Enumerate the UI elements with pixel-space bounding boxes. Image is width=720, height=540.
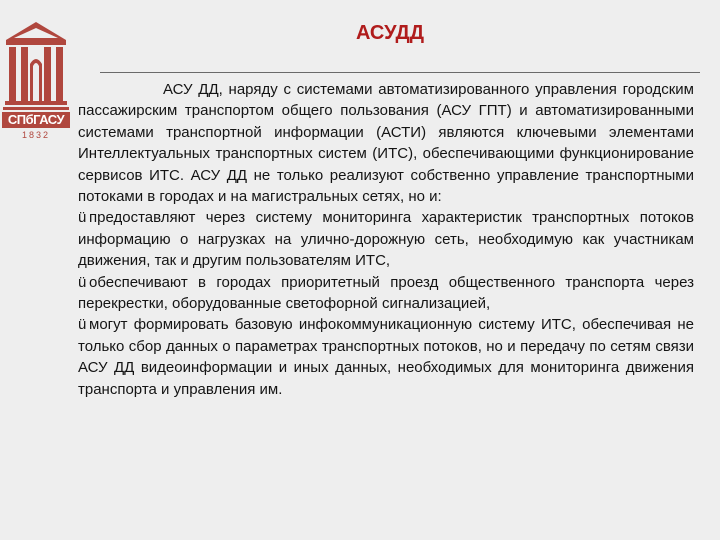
building-emblem-icon: [2, 20, 70, 148]
checkmark-icon: ü: [78, 316, 87, 334]
checkmark-icon: ü: [78, 273, 87, 291]
bullet-text: могут формировать базовую инфокоммуникационную систему ИТС, обеспечивая не только сбор данных о параметрах транспортных потоков, но и передачу по сетям связи АСУ ДД видеоинформации и иных данных, необходимых для мониторинга движения транспорта и управления им.: [78, 316, 694, 398]
slide-body: [78, 79, 694, 400]
university-logo: [2, 20, 70, 148]
intro-paragraph: АСУ ДД, наряду с системами автоматизированного управления городским пассажирским транспортом общего пользования (АСУ ГПТ) и автоматизированными системами транспортной информации (АСТИ) являются ключевыми элементами Интеллектуальных транспортных систем (ИТС), обеспечивающими функционирование сервисов ИТС. АСУ ДД не только реализуют собственно управление транспортными потоками в городах и на магистральных сетях, но и:: [78, 81, 694, 206]
bullet-text: предоставляют через систему мониторинга характеристик транспортных потоков информацию о нагрузках на улично-дорожную сеть, необходимую как участникам движения, так и другим пользователям ИТС,: [78, 209, 694, 270]
title-divider: [100, 72, 700, 73]
logo-year: 1832: [21, 130, 51, 140]
slide-title: АСУДД: [355, 22, 425, 44]
logo-text: СПбГАСУ: [2, 112, 70, 128]
bullet-item: [78, 207, 694, 271]
bullet-text: обеспечивают в городах приоритетный проезд общественного транспорта через перекрестки, оборудованные светофорной сигнализацией,: [78, 273, 694, 313]
bullet-item: [78, 272, 694, 315]
checkmark-icon: ü: [78, 209, 87, 227]
bullet-item: [78, 314, 694, 400]
